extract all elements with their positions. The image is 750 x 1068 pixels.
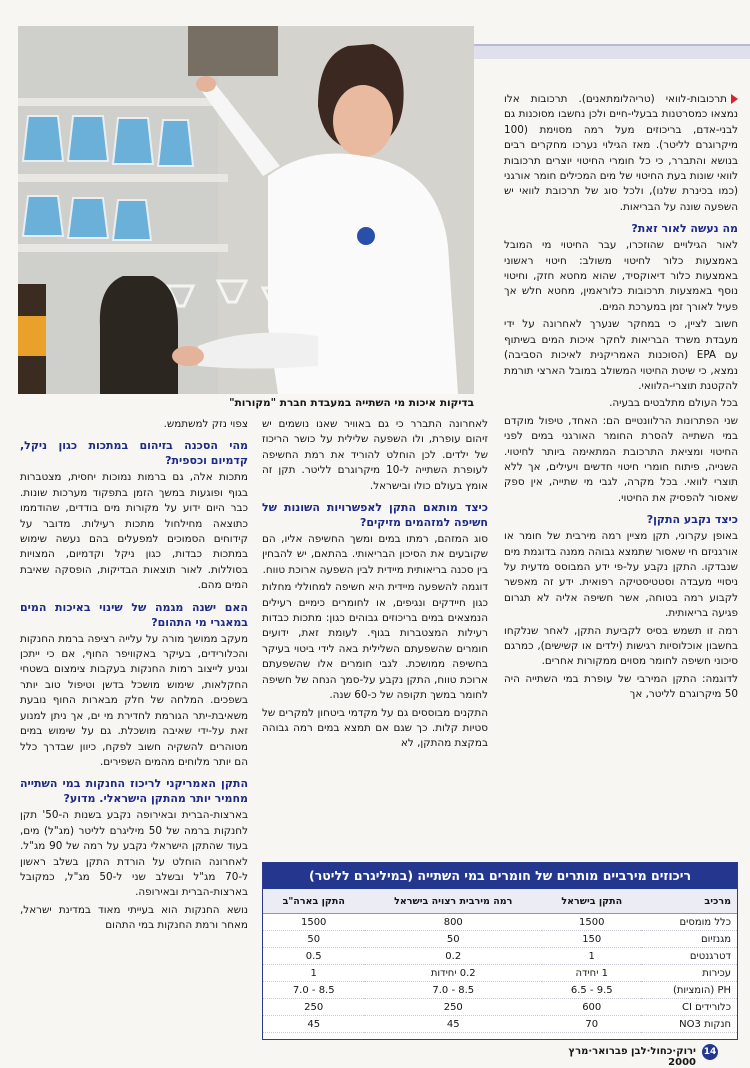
- section-heading: מה נעשה לאור זאת?: [631, 222, 738, 236]
- paragraph: בארצות-הברית ובאירופה נקבע בשנות ה-50' תקן לחנקות ברמה של 50 מיליגרם לליטר (מג"ל) מים, בעוד שהתקן הישראלי נקבע על רמה של 90 מג"ל. לאחרונה הוחלט על הורדת התקן בשלב ראשון ל-70 מג"ל ובשלב שני ל-50 מג"ל, כמקובל בארצות-הברית ובאירופה.: [20, 809, 249, 899]
- table-cell: חנקות NO3: [641, 1016, 737, 1033]
- footer-text: ירוק·כחול·לבן פברואר·מרץ 2000: [568, 1046, 696, 1068]
- article-column-right: [504, 92, 738, 705]
- section-heading: האם ישנה מגמה של שינוי באיכות המים במאגרי מי התהום?: [20, 600, 248, 629]
- column-header: מרכיב: [641, 889, 737, 914]
- table-cell: 800: [364, 914, 542, 931]
- table-row: [263, 931, 737, 948]
- paragraph: צפוי נזק למשתמש.: [163, 418, 248, 430]
- paragraph: באופן עקרוני, תקן מציין רמה מירבית של חומר או אורגניזם חי שאסור שתמצא גבוהה ממנה בדוגמת מים שנבדקו. התקן נקבע על-פי ידע המבוסס מדעית על ניסויי מעבדה וסטטיסטיקה רפואית. ידע זה מאפשר לקבוע רמה בטוחה, אשר חשיפה אליה לא תגרום פגיעה בריאותית.: [504, 530, 738, 620]
- paragraph: תרכובות-לוואי (טריהלומתאנים). תרכובות אלו נמצאו כמסרטנות בבעלי-חיים ולכן נחשבו מסוכנות גם לבני-אדם, בריכוזים מעל רמה מסוימת (100 מיקרוגרם לליטר). מאז הגילוי נערכו מחקרים רבים בנושא והתברר, כי כל חומרי החיטוי יוצרים תרכובות לוואי שונות בעת החיטוי של מים המכילים חומר אורגני (כמו בכינרת שלנו), ולכל סוג של תרכובת לוואי יש השפעה שונה על הבריאות.: [504, 93, 738, 213]
- table-cell: 1: [542, 948, 641, 965]
- paragraph: לאחרונה התברר כי גם באוויר שאנו נושמים יש זיהום עופרת, ולו השפעה שלילית על כושר הריכוז של ילדים. לכן הוחלט להוריד את רמת החשיפה לעופרת השתייה ל-10 מיקרוגרם לליטר. תקן זה אומץ בעולם כולו ובישראל.: [262, 418, 488, 492]
- table-header-row: [263, 889, 737, 914]
- paragraph: חשוב לציין, כי במחקר שנערך לאחרונה על ידי מעבדת משרד הבריאות לחקר איכות המים בשיתוף עם EPA (הסוכנות האמריקנית לאיכות הסביבה) נמצא, כי שיטת החיטוי המשולב במובל הארצי תורמת להקטנת תוצרי-הלוואי.: [504, 318, 739, 392]
- header-band: [472, 44, 750, 59]
- article-column-left: [20, 417, 248, 936]
- table-cell: 50: [263, 931, 364, 948]
- paragraph: לדוגמה: התקן המירבי של עופרת במי השתייה היה 50 מיקרוגרם לליטר, אך: [504, 672, 738, 701]
- table-cell: PH (הומציות): [641, 982, 737, 999]
- section-heading: התקן האמריקני לריכוז החנקות במי השתייה מחמיר יותר מהתקן הישראלי. מדוע?: [20, 777, 248, 806]
- standards-table: [263, 889, 737, 1033]
- red-triangle-icon: [731, 94, 738, 104]
- table-cell: 250: [364, 999, 542, 1016]
- paragraph: דוגמה להשפעה מיידית היא חשיפה למחוללי מחלות כגון חיידקים ונגיפים, או לחומרים כימיים רעילים הנמצאים במים בריכוזים גבוהים כגון: מתכות כבדות רעילות המצטברות בגוף. לעומת זאת, ידועים חומרים שהשפעתם השלילית באה לידי ביטוי בעיקר בחשיפה ממושכת. לגבי חומרים אלו שהשפעתם ארוכת טווח, התקן נקבע על-סמך הנחה של חשיפה לחומר במשך תקופה של כ-60 שנה.: [262, 581, 488, 702]
- paragraph: סוג המזהם, רמתו במים ומשך החשיפה אליו, הם שקובעים את הסיכון הבריאותי. בהתאם, יש להבחין בין סכנה בריאותית מיידית לבין השפעה ארוכת טווח.: [262, 533, 488, 576]
- lab-photo-illustration: [18, 26, 474, 394]
- table-cell: 45: [364, 1016, 542, 1033]
- table-cell: 150: [542, 931, 641, 948]
- lab-photo: [18, 26, 474, 394]
- table-cell: 1 יחידה: [542, 965, 641, 982]
- table-cell: 45: [263, 1016, 364, 1033]
- paragraph: התקנים מבוססים גם על מקדמי ביטחון למקרים של סטיות קלות. כך שגם אם תמצא במים רמה גבוהה במקצת מהתקן, לא: [262, 706, 488, 750]
- table-row: [263, 982, 737, 999]
- paragraph: לאור הגילויים שהוזכרו, עבר החיטוי מי המובל באמצעות כלור לחיטוי משולב: חיטוי ראשוני באמצעות כלור דיאוקסיד, שהוא מחטא חזק, וחיטוי נוסף באמצעות תרכובות כלוראמין, מחטא חלש אך פעיל לאורך זמן במערכת המים.: [504, 239, 738, 313]
- section-heading: כיצד נקבע התקן?: [646, 513, 738, 527]
- column-header: התקן בישראל: [542, 889, 641, 914]
- table-row: [263, 999, 737, 1016]
- table-cell: כלורידים CI: [641, 999, 737, 1016]
- table-row: [263, 914, 737, 931]
- column-header: רמה מירבית רצויה בישראל: [364, 889, 542, 914]
- page-number: 14: [702, 1044, 718, 1060]
- table-cell: 70: [542, 1016, 641, 1033]
- table-cell: כלל מומסים: [641, 914, 737, 931]
- table-cell: 9.5 - 6.5: [542, 982, 641, 999]
- column-header: התקן בארה"ב: [263, 889, 364, 914]
- paragraph: מתכות אלה, גם ברמות נמוכות יחסית, מצטברות בגוף ופוגעות במשך הזמן בתפקוד מערכות שונות. כבר היום ידוע על מקורות מים בודדים, שהודממו כתוצאה מחילחול מתכות רעילות. מדובר על קידוחים הסמוכים למפעלים בהם נעשה שימוש במתכות כבדות, כגון ניקל וקדמיום, המצויות בסוללות. לאור תוצאות הבדיקות, הופסקה שאיבת המים מהם.: [20, 471, 248, 592]
- table-cell: 8.5 - 7.0: [364, 982, 542, 999]
- table-cell: 50: [364, 931, 542, 948]
- table-cell: 1: [263, 965, 364, 982]
- paragraph: רמה זו תשמש בסיס לקביעת התקן, לאחר שנלקחו בחשבון אוכלוסיות רגישות (ילדים או קשישים), כמרגם סיכוני חשיפה לחומר מסוים ממקורות אחרים.: [504, 624, 738, 668]
- table-row: [263, 965, 737, 982]
- standards-table-box: [262, 862, 738, 1040]
- table-cell: 0.5: [263, 948, 364, 965]
- table-cell: דטרגנטים: [641, 948, 737, 965]
- table-cell: 600: [542, 999, 641, 1016]
- photo-caption: בדיקות איכות מי השתייה במעבדת חברת "מקורות": [229, 397, 474, 409]
- table-cell: 0.2: [364, 948, 542, 965]
- table-cell: 250: [263, 999, 364, 1016]
- section-heading: כיצד מותאם התקן לאפשרויות השונות של חשיפה למזהמים מזיקים?: [262, 501, 488, 530]
- table-cell: מגנזיום: [641, 931, 737, 948]
- table-cell: 0.2 יחידות: [364, 965, 542, 982]
- table-cell: 8.5 - 7.0: [263, 982, 364, 999]
- table-row: [263, 1016, 737, 1033]
- table-title: ריכוזים מירביים מותרים של חומרים במי השתייה (במיליגרם לליטר): [263, 863, 737, 889]
- article-column-middle: [262, 417, 488, 754]
- table-cell: 1500: [542, 914, 641, 931]
- section-heading: מהי הסכנה בזיהום במתכות כגון ניקל, קדמיום וכספית?: [20, 439, 248, 468]
- paragraph: בכל העולם מתלבטים בבעיה.: [609, 397, 738, 410]
- paragraph: נושא החנקות הוא בעייתי מאוד במדינת ישראל, מאחר ורמת החנקות במי התהום: [20, 903, 248, 932]
- table-row: [263, 948, 737, 965]
- paragraph: שני הפתרונות הרלוונטיים הם: האחד, טיפול מוקדם במי השתייה להסרת החומר האורגני במים לפני החיטוי ומציאת התרכובת המתאימה ביותר לחיטוי. השנייה, פיתוח חומרי חיטוי חדשים ויעילים, אך ללא תוצרי לוואי. בכל מקרה, לגבי מי שתייה, אין ספק שאסור להפסיק את החיטוי.: [504, 414, 738, 504]
- table-cell: עכירות: [641, 965, 737, 982]
- paragraph: מעקב ממושך מורה על עלייה רציפה ברמת החנקות והכלורידים, בעיקר באקוויפר החוף, אם כי ייתכן וגניע לייצוב רמות החנקות בעקבות צימצום בשטחי החקלאות, שימוש מושכל בדשן וטיפול טוב יותר בשפכים. המלחה של חלק מבארות החוף נובעת משאיבת-יתר הגורמת לחדירת מי ים, אך ניתן למנוע זאת על-ידי שאיבה מושכלת. גם על שימוש במים מטוהרים להשקיה חשוב לפקח, כיוון שבדרך כלל הם יותר מלוחים מהמים השפירים.: [20, 632, 248, 768]
- table-cell: 1500: [263, 914, 364, 931]
